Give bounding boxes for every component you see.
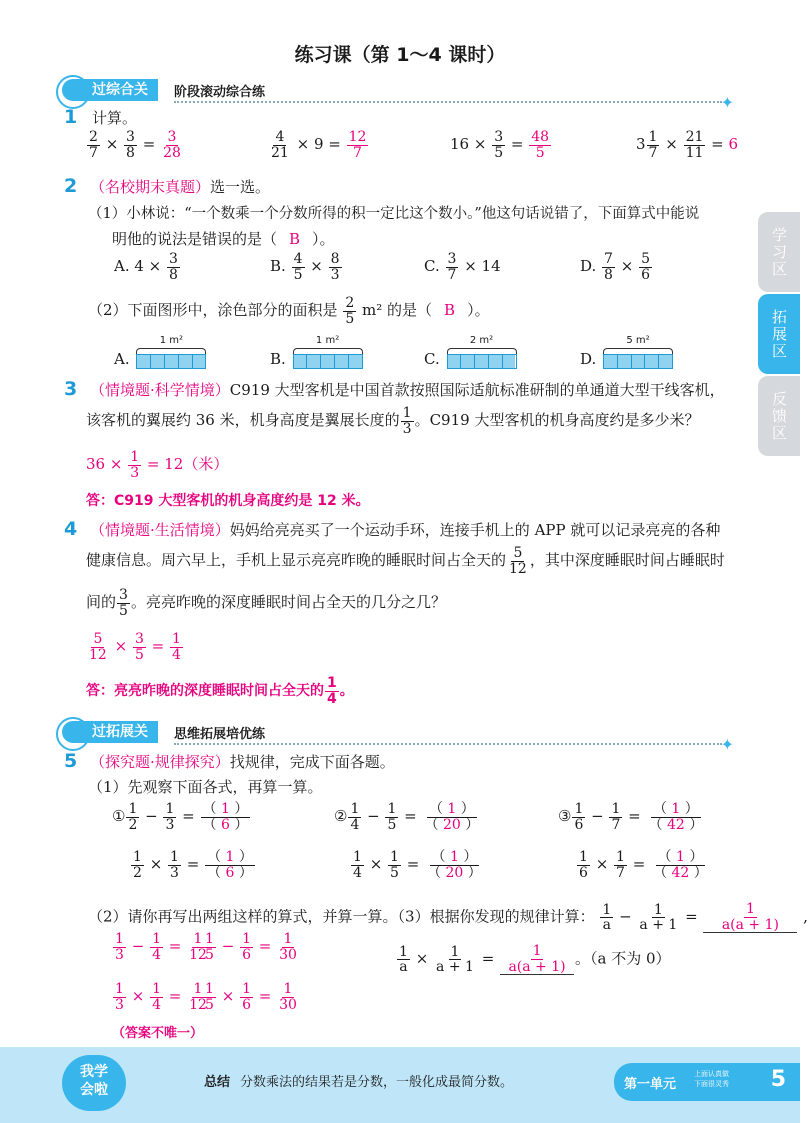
section-subtitle: 思维拓展培优练 — [174, 727, 266, 742]
calc-item-3: 16 × $\frac{3}{5}$ = $\frac{48}{5}$ — [450, 129, 550, 161]
q4-calculation: $\frac{5}{12}$ × $\frac{3}{5}$ = $\frac{1}{4}$ — [89, 631, 181, 663]
q3-answer: 答：C919 大型客机的机身高度约是 12 米。 — [86, 493, 370, 509]
q2-figure-d: D. 5 m² — [580, 338, 675, 368]
page-number: 5 — [770, 1067, 786, 1092]
section-divider — [174, 101, 722, 103]
question-prompt: 计算。 — [92, 109, 138, 127]
q5-group-3-minus: ③ $\frac{1}{6}$ − $\frac{1}{7}$ = $\frac{( 1 )}{( 42 )}$ — [558, 801, 704, 833]
question-2-header: 2 （名校期末真题）选一选。 — [64, 175, 271, 197]
section-subtitle: 阶段滚动综合练 — [174, 85, 266, 100]
q5-extra-3: $\frac{1}{3}$ × $\frac{1}{4}$ = $\frac{1}{12}$ — [115, 981, 207, 1013]
unit-tip: 上面认真做 下面很灵秀 — [694, 1070, 729, 1088]
answer: B — [289, 230, 301, 248]
q2-figure-a: A. 1 m² — [114, 338, 208, 368]
q2-option-b: B. $\frac{4}{5}$ × $\frac{8}{3}$ — [270, 251, 340, 283]
question-tag: （探究题·规律探究） — [90, 753, 230, 771]
q2-option-c: C. $\frac{3}{7}$ × 14 — [424, 251, 501, 283]
unit-badge — [614, 1063, 800, 1101]
q5-group-1-minus: ① $\frac{1}{2}$ − $\frac{1}{3}$ = $\frac{( 1 )}{( 6 )}$ — [112, 801, 249, 833]
q2-figure-c: C. 2 m² — [424, 338, 519, 368]
calc-item-4: 3 $\frac{1}{7}$ × $\frac{21}{11}$ = 6 — [636, 129, 739, 161]
summary-text: 分数乘法的结果若是分数，一般化成最简分数。 — [240, 1075, 514, 1090]
summary-label: 总结 — [204, 1075, 231, 1090]
q5-group-2-times: $\frac{1}{4}$ × $\frac{1}{5}$ = $\frac{( 1 )}{( 20 )}$ — [353, 849, 482, 881]
answer: B — [444, 301, 456, 320]
tab-extend[interactable]: 拓展区 — [758, 294, 800, 374]
page-title: 练习课（第 1～4 课时） — [294, 44, 506, 66]
question-4-line1: 4 （情境题·生活情境）妈妈给亮亮买了一个运动手环，连接手机上的 APP 就可以记录亮亮的各种 — [64, 518, 721, 540]
page-footer — [0, 1047, 800, 1123]
question-3-line2: 该客机的翼展约 36 米，机身高度是翼展长度的 $\frac{1}{3}$ 。C919 大型客机的机身高度约是多少米？ — [86, 405, 700, 437]
q2-option-a: A. 4 × $\frac{3}{8}$ — [114, 251, 178, 283]
question-4-line3: 间的 $\frac{3}{5}$ 。亮亮昨晚的深度睡眠时间占全天的几分之几？ — [86, 587, 446, 619]
answer: $\frac{3}{28}$ — [163, 129, 181, 161]
q2-figure-b: B. 1 m² — [270, 338, 365, 368]
calc-item-2: $\frac{4}{21}$ × 9 = $\frac{12}{7}$ — [271, 129, 367, 161]
q5-part2-3: （2）请你再写出两组这样的算式，并算一算。（3）根据你发现的规律计算： $\frac{1}{a}$ − $\frac{1}{a + 1}$ = $\frac{1}{a(a + 1)}$ , — [88, 901, 808, 934]
section-badge: 过综合关 — [62, 79, 158, 101]
q5-extra-1: $\frac{1}{3}$ − $\frac{1}{4}$ = $\frac{1}{12}$ — [115, 931, 207, 963]
calc-item-1: $\frac{2}{7}$ × $\frac{3}{8}$ = $\frac{3}{28}$ — [89, 129, 181, 161]
question-tag: （情境题·生活情境） — [90, 521, 230, 539]
tab-study[interactable]: 学习区 — [758, 212, 800, 292]
q2-option-d: D. $\frac{7}{8}$ × $\frac{5}{6}$ — [580, 251, 650, 283]
q2-part2: （2）下面图形中，涂色部分的面积是 $\frac{2}{5}$ m² 的是（ B ）。 — [88, 295, 490, 327]
tab-feedback[interactable]: 反馈区 — [758, 376, 800, 456]
question-tag: （名校期末真题） — [90, 178, 211, 196]
mascot-badge: 我学 会啦 — [62, 1055, 126, 1111]
answer: $\frac{48}{5}$ — [531, 129, 550, 161]
answer: $\frac{12}{7}$ — [348, 129, 367, 161]
unit-name: 第一单元 — [624, 1077, 677, 1092]
q5-extra-2: $\frac{1}{5}$ − $\frac{1}{6}$ = $\frac{1}{30}$ — [205, 931, 297, 963]
q4-answer: 答：亮亮昨晚的深度睡眠时间占全天的 $\frac{1}{4}$ 。 — [86, 675, 354, 707]
q5-part1: （1）先观察下面各式，再算一算。 — [88, 778, 323, 796]
section-badge: 过拓展关 — [62, 721, 158, 743]
section-header-1 — [62, 79, 734, 112]
q3-calculation: 36 × $\frac{1}{3}$ = 12（米） — [86, 449, 229, 481]
q5-group-3-times: $\frac{1}{6}$ × $\frac{1}{7}$ = $\frac{( 1 )}{( 42 )}$ — [579, 849, 708, 881]
q5-group-2-minus: ② $\frac{1}{4}$ − $\frac{1}{5}$ = $\frac{( 1 )}{( 20 )}$ — [334, 801, 480, 833]
question-tag: （情境题·科学情境） — [90, 381, 230, 399]
q5-part3-times: $\frac{1}{a}$ × $\frac{1}{a + 1}$ = $\frac{1}{a(a + 1)}$ 。（a 不为 0） — [399, 943, 671, 976]
question-5-header: 5 （探究题·规律探究）找规律，完成下面各题。 — [64, 750, 395, 772]
q2-part1-line1: （1）小林说：“一个数乘一个分数所得的积一定比这个数小。”他这句话说错了，下面算式中能说 — [88, 206, 700, 222]
answer: 6 — [728, 135, 739, 154]
q5-group-1-times: $\frac{1}{2}$ × $\frac{1}{3}$ = $\frac{( 1 )}{( 6 )}$ — [133, 849, 253, 881]
question-4-line2: 健康信息。周六早上，手机上显示亮亮昨晚的睡眠时间占全天的 $\frac{5}{12}$ ，其中深度睡眠时间占睡眠时 — [86, 545, 725, 577]
question-1-header — [64, 106, 137, 128]
star-icon: ✦ — [720, 735, 734, 754]
q5-extra-note: （答案不唯一） — [112, 1026, 204, 1041]
section-header-2 — [62, 721, 734, 754]
question-3-line1: 3 （情境题·科学情境）C919 大型客机是中国首款按照国际适航标准研制的单通道大型干线客机， — [64, 378, 725, 400]
q5-extra-4: $\frac{1}{5}$ × $\frac{1}{6}$ = $\frac{1}{30}$ — [205, 981, 297, 1013]
section-divider — [174, 743, 722, 745]
question-number: 1 — [64, 106, 78, 128]
star-icon: ✦ — [720, 93, 734, 112]
q2-part1-line2: 明他的说法是错误的是（ B ）。 — [112, 230, 335, 248]
